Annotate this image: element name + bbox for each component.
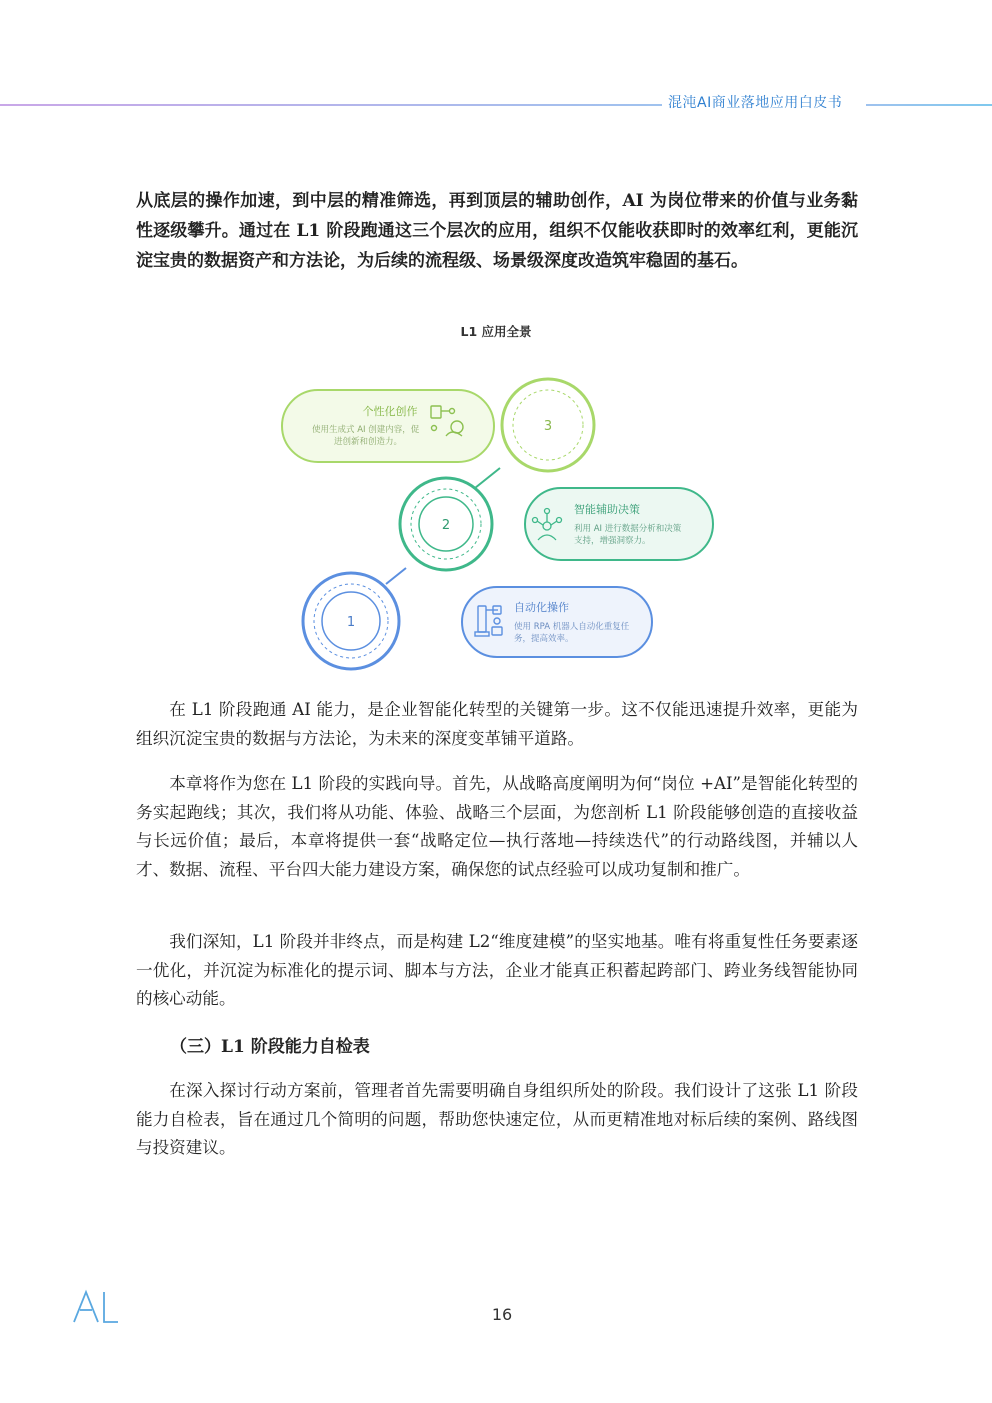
- ai-logo: [74, 1292, 118, 1322]
- level-2-card: [525, 488, 713, 560]
- level-3-title: 个性化创作: [362, 405, 418, 418]
- level-1-title: 自动化操作: [514, 601, 569, 614]
- level-3-desc-line1: 使用生成式 AI 创建内容，促: [312, 425, 420, 435]
- paragraph-3: 我们深知，L1 阶段并非终点，而是构建 L2“维度建模”的坚实地基。唯有将重复性任务要素逐一优化，并沉淀为标准化的提示词、脚本与方法，企业才能真正积蓄起跨部门、跨业务线智能协同的核心动能。: [136, 932, 858, 1008]
- connector-2-3: [475, 468, 500, 488]
- connector-1-2: [386, 568, 406, 584]
- level-3-number: 3: [543, 419, 553, 434]
- level-1-circle: [303, 573, 399, 669]
- header-rule-right: [866, 104, 992, 106]
- level-2-desc-line1: 利用 AI 进行数据分析和决策: [574, 524, 682, 534]
- level-1-desc-line2: 务，提高效率。: [514, 634, 574, 644]
- paragraph-1: 在 L1 阶段跑通 AI 能力，是企业智能化转型的关键第一步。这不仅能迅速提升效率，更能为组织沉淀宝贵的数据与方法论，为未来的深度变革铺平道路。: [136, 700, 858, 748]
- level-2-circle: [400, 478, 492, 570]
- paragraph-2: 本章将作为您在 L1 阶段的实践向导。首先，从战略高度阐明为何“岗位 +AI”是智能化转型的务实起跑线；其次，我们将从功能、体验、战略三个层面，为您剖析 L1 阶段能够创造的直接收益与长远价值；最后，本章将提供一套“战略定位—执行落地—持续迭代”的行动路线图，并辅以人才、数据、流程、平台四大能力建设方案，确保您的试点经验可以成功复制和推广。: [136, 774, 858, 879]
- level-2-desc-line2: 支持，增强洞察力。: [574, 536, 651, 546]
- figure-title: L1 应用全景: [460, 324, 532, 339]
- level-3-desc-line2: 进创新和创造力。: [334, 437, 403, 447]
- level-1-number: 1: [346, 615, 356, 630]
- section-paragraph: 在深入探讨行动方案前，管理者首先需要明确自身组织所处的阶段。我们设计了这张 L1 阶段能力自检表，旨在通过几个简明的问题，帮助您快速定位，从而更精准地对标后续的案例、路线图与投资建议。: [136, 1081, 858, 1157]
- intro-paragraph: 从底层的操作加速，到中层的精准筛选，再到顶层的辅助创作，AI 为岗位带来的价值与业务黏性逐级攀升。通过在 L1 阶段跑通这三个层次的应用，组织不仅能收获即时的效率红利，更能沉淀宝贵的数据资产和方法论，为后续的流程级、场景级深度改造筑牢稳固的基石。: [136, 191, 858, 271]
- header-rule-left: [0, 104, 662, 106]
- level-2-title: 智能辅助决策: [574, 503, 640, 516]
- level-1-card: [462, 587, 652, 657]
- level-3-card: [282, 390, 494, 462]
- level-3-circle: [502, 379, 594, 471]
- level-1-desc-line1: 使用 RPA 机器人自动化重复任: [514, 622, 630, 632]
- header-title: 混沌AI商业落地应用白皮书: [668, 95, 843, 111]
- section-heading: （三）L1 阶段能力自检表: [170, 1037, 370, 1057]
- page-number: 16: [491, 1305, 513, 1324]
- l1-application-diagram: [270, 368, 730, 678]
- level-2-number: 2: [441, 518, 451, 533]
